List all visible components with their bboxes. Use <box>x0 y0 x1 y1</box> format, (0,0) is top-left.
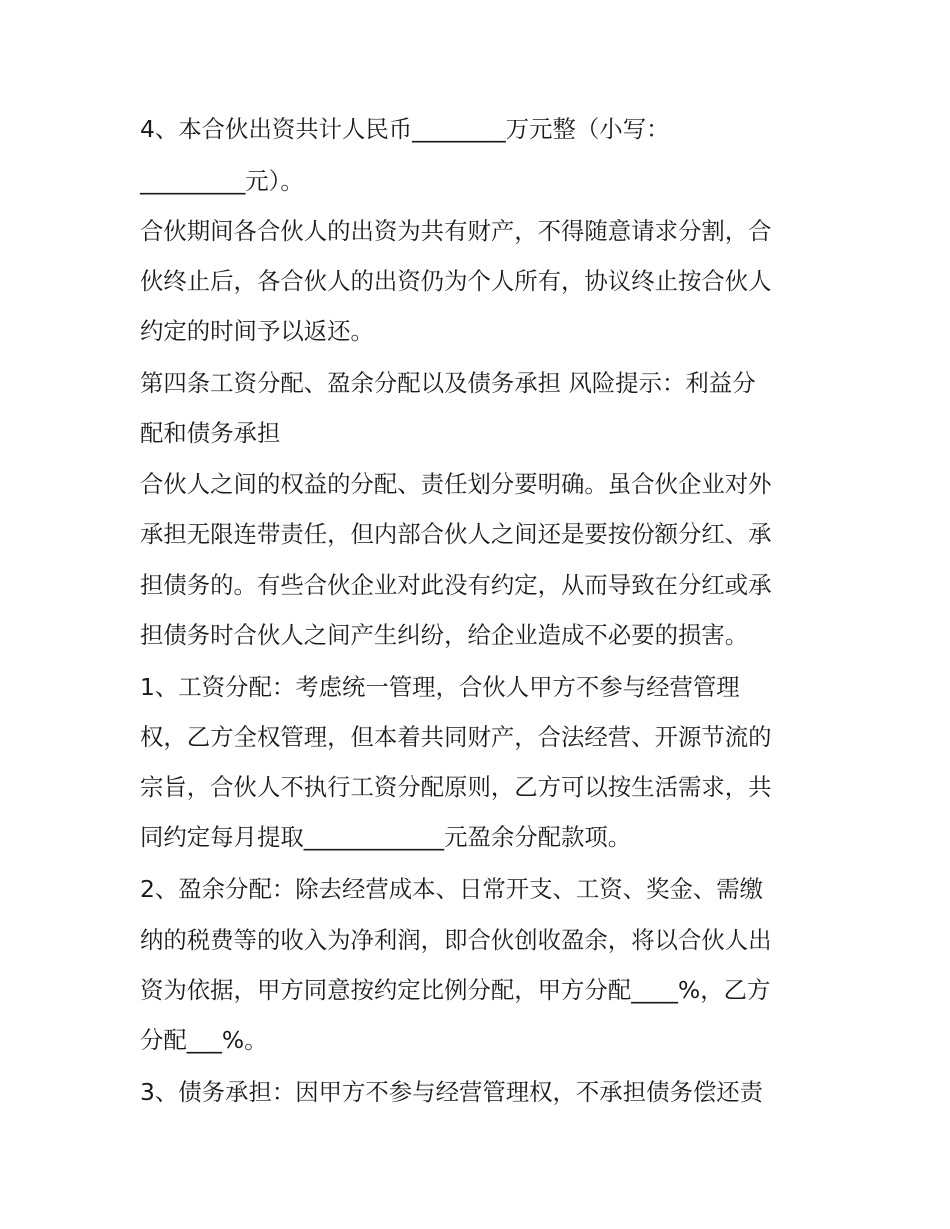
text-line: 担债务的。有些合伙企业对此没有约定，从而导致在分红或承 <box>140 571 772 599</box>
text-line: 承担无限连带责任，但内部合伙人之间还是要按份额分红、承 <box>140 520 772 548</box>
text-line: 资为依据，甲方同意按约定比例分配，甲方分配____%，乙方 <box>140 976 771 1004</box>
text-line: 权，乙方全权管理，但本着共同财产，合法经营、开源节流的 <box>140 723 772 751</box>
text-line: 3、债务承担：因甲方不参与经营管理权，不承担债务偿还责 <box>140 1078 764 1106</box>
text-line: 分配___%。 <box>140 1026 268 1054</box>
text-line: 宗旨，合伙人不执行工资分配原则，乙方可以按生活需求，共 <box>140 773 772 801</box>
text-line: 同约定每月提取____________元盈余分配款项。 <box>140 823 632 851</box>
text-line: 合伙人之间的权益的分配、责任划分要明确。虽合伙企业对外 <box>140 470 772 498</box>
text-line: 担债务时合伙人之间产生纠纷，给企业造成不必要的损害。 <box>140 621 749 649</box>
text-line: 4、本合伙出资共计人民币________万元整（小写： <box>140 115 670 143</box>
text-line: 约定的时间予以返还。 <box>140 317 374 345</box>
section-heading: 配和债务承担 <box>140 419 281 447</box>
section-heading: 第四条工资分配、盈余分配以及债务承担 风险提示：利益分 <box>140 369 756 397</box>
text-line: _________元）。 <box>140 167 304 195</box>
text-line: 纳的税费等的收入为净利润，即合伙创收盈余，将以合伙人出 <box>140 926 772 954</box>
text-line: 伙终止后，各合伙人的出资仍为个人所有，协议终止按合伙人 <box>140 267 772 295</box>
text-line: 合伙期间各合伙人的出资为共有财产，不得随意请求分割，合 <box>140 217 772 245</box>
text-line: 2、盈余分配：除去经营成本、日常开支、工资、奖金、需缴 <box>140 875 764 903</box>
text-line: 1、工资分配：考虑统一管理，合伙人甲方不参与经营管理 <box>140 673 740 701</box>
